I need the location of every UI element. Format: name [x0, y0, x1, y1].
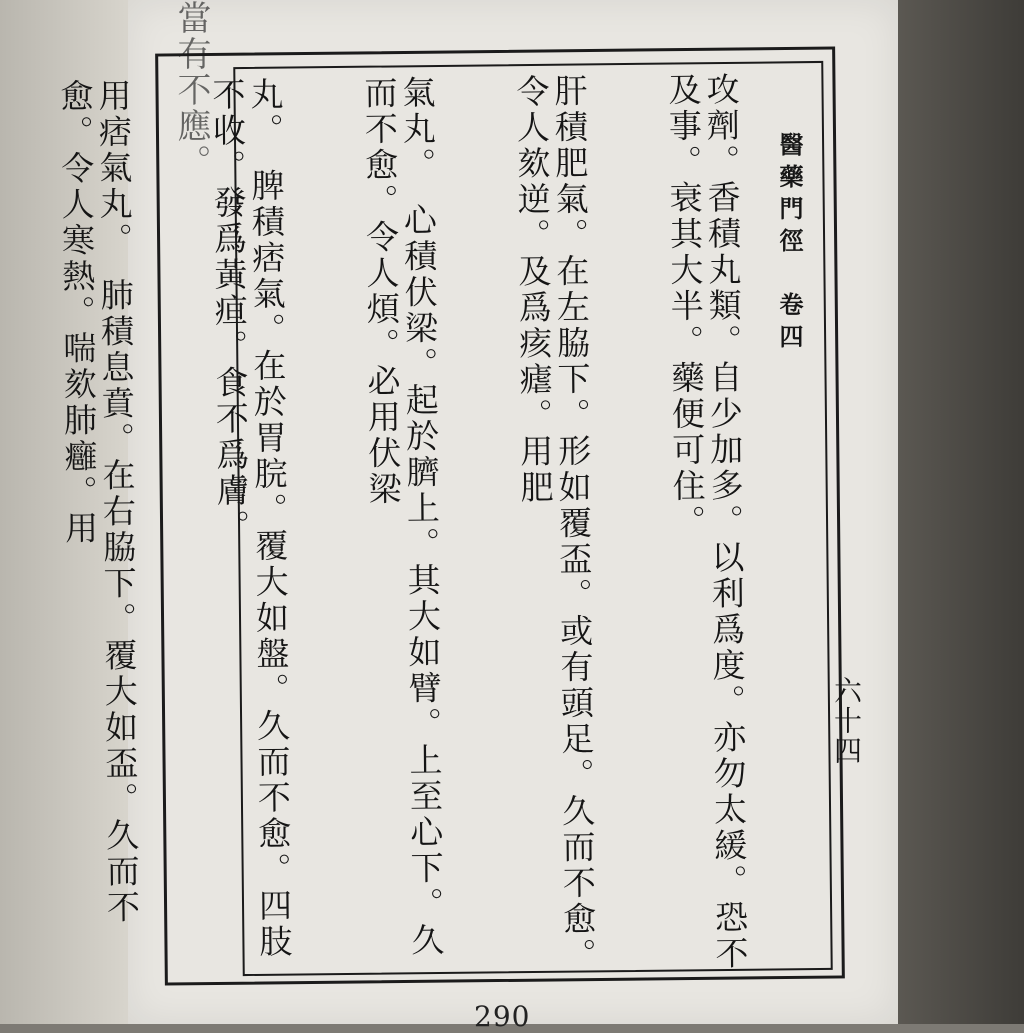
body-text [0, 63, 831, 994]
running-header: 醫藥門徑 卷四 [775, 132, 804, 356]
text-line: 用痞氣丸。 肺積息賁。在右脇下。覆大如盃。久而不愈。令人寒熱。喘欬肺癰。用 [55, 78, 142, 927]
right-background [894, 0, 1024, 1024]
text-line: 氣丸。 心積伏梁。起於臍上。其大如臂。上至心下。久而不愈。令人煩。必用伏梁 [359, 74, 446, 959]
previous-page-text: 當有不應。 [171, 0, 211, 180]
text-line: 肝積肥氣。在左脇下。形如覆盃。或有頭足。久而不愈。令人欬逆。及爲痎瘧。用肥 [511, 73, 598, 974]
text-line: 攻劑。香積丸類。自少加多。以利爲度。亦勿太緩。恐不及事。衰其大半。藥便可住。 [663, 71, 750, 973]
folio-number: 六十四 [830, 676, 863, 766]
page-number: 290 [474, 1000, 531, 1033]
text-line: 丸。 脾積痞氣。在於胃脘。覆大如盤。久而不愈。四肢不收。發爲黃疸。食不爲膚。 [207, 76, 294, 961]
